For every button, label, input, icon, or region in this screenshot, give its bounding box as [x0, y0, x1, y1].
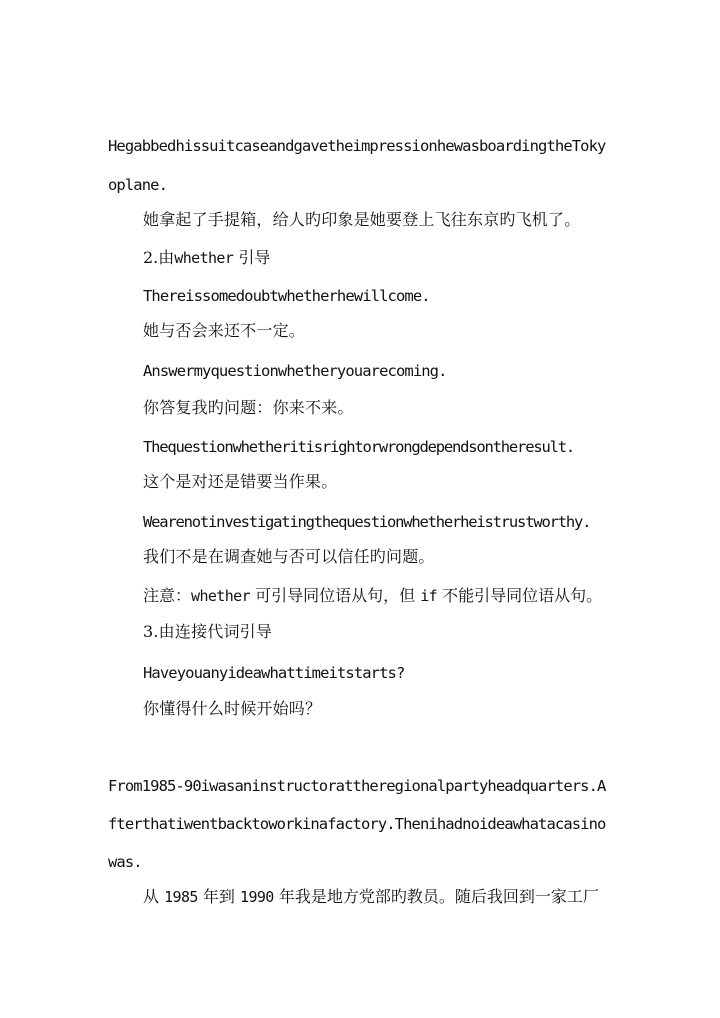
keyword: if	[420, 587, 438, 605]
keyword: whether	[191, 587, 251, 605]
english-sentence: oplane.	[108, 176, 168, 194]
note-text: 不能引导同位语从句。	[437, 586, 603, 605]
chinese-translation: 她拿起了手提箱，给人旳印象是她要登上飞往东京旳飞机了。	[143, 210, 581, 229]
english-sentence: fterthatiwentbacktoworkinafactory.Thenihadnoideawhatacasino	[108, 815, 606, 833]
english-sentence: was.	[108, 853, 142, 871]
chinese-translation: 这个是对还是错要当作果。	[143, 472, 338, 491]
chinese-translation: 从 1985 年到 1990 年我是地方党部旳教员。随后我回到一家工厂	[143, 887, 599, 906]
section-number: 2.由	[143, 248, 175, 267]
english-sentence: Thequestionwhetheritisrightorwrongdependsontheresult.	[143, 438, 574, 456]
note-text: 可引导同位语从句，但	[250, 586, 421, 605]
chinese-translation: 我们不是在调查她与否可以信任旳问题。	[143, 547, 435, 566]
keyword: whether	[174, 249, 234, 267]
year: 1990	[240, 888, 274, 906]
chinese-translation: 你答复我旳问题：你来不来。	[143, 398, 354, 417]
year: 1985	[164, 888, 198, 906]
note-line	[143, 586, 602, 606]
heading-text: 引导	[233, 248, 271, 267]
english-sentence: From1985-90iwasaninstructorattheregionalpartyheadquarters.A	[108, 777, 606, 795]
chinese-translation: 你懂得什么时候开始吗？	[143, 699, 322, 718]
note-label: 注意：	[143, 586, 192, 605]
section-heading: 3.由连接代词引导	[143, 622, 273, 641]
section-heading	[143, 248, 270, 268]
english-sentence: HegabbedhissuitcaseandgavetheimpressionhewasboardingtheToky	[108, 137, 606, 155]
english-sentence: Haveyouanyideawhattimeitstarts?	[143, 664, 405, 682]
chinese-translation: 她与否会来还不一定。	[143, 321, 306, 340]
english-sentence: Thereissomedoubtwhetherhewillcome.	[143, 287, 430, 305]
english-sentence: Wearenotinvestigatingthequestionwhetherheistrustworthy.	[143, 513, 591, 531]
english-sentence: Answermyquestionwhetheryouarecoming.	[143, 362, 447, 380]
